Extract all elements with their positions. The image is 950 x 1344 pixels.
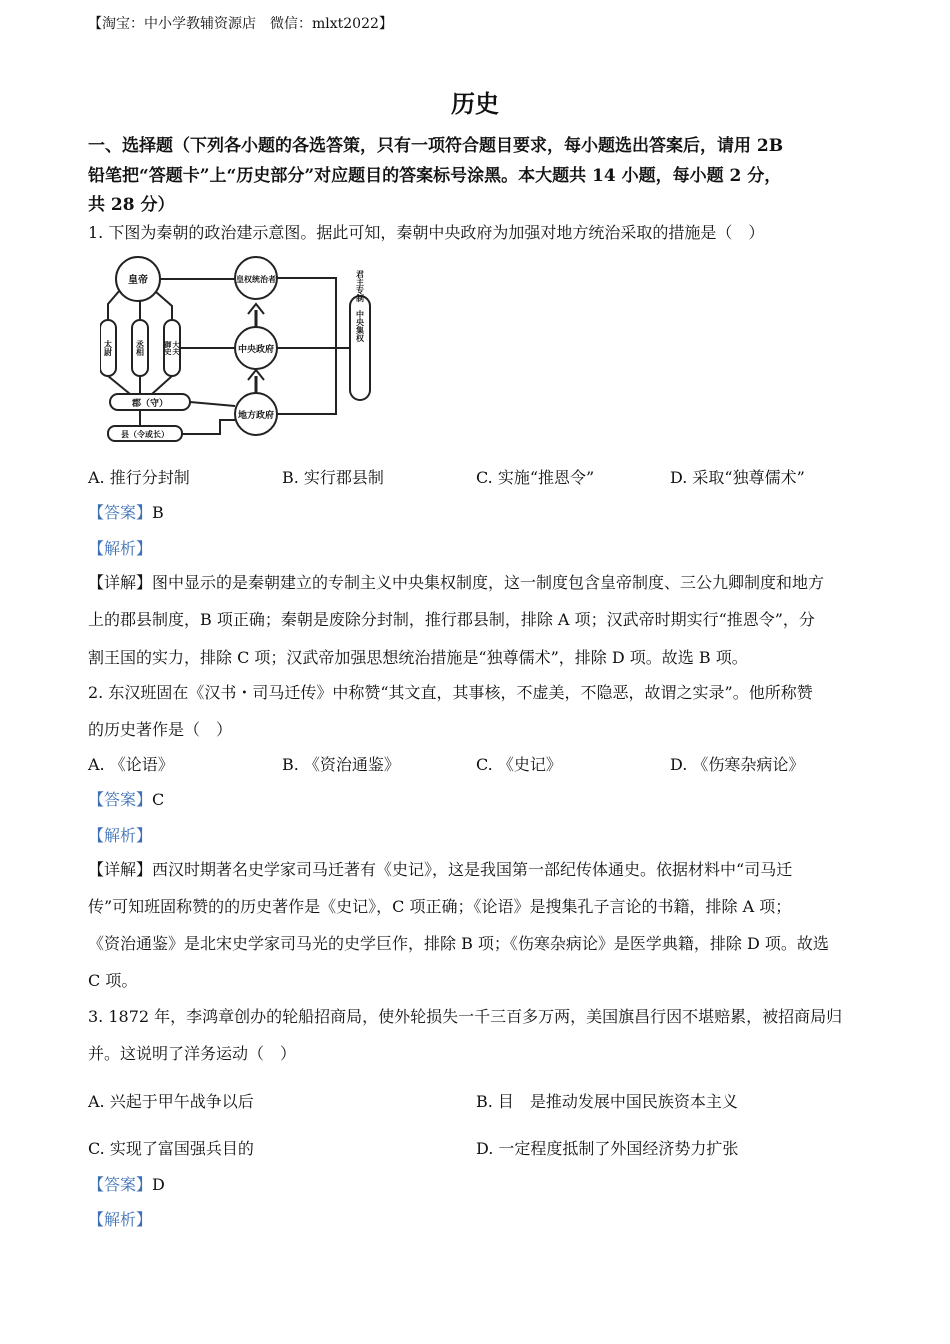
q1-option-a[interactable]: A. 推行分封制: [88, 468, 190, 487]
qin-political-system-diagram: [100, 254, 380, 446]
q3-answer: [88, 1172, 165, 1195]
answer-label: 【答案】: [88, 790, 153, 809]
q3-answer-value: D: [152, 1175, 165, 1194]
emperor-label: 皇帝: [128, 275, 148, 286]
q2-option-d[interactable]: D. 《伤寒杂病论》: [670, 755, 805, 774]
q3-option-a[interactable]: A. 兴起于甲午战争以后: [88, 1092, 254, 1111]
q2-stem-line-2: 的历史著作是（ ）: [88, 720, 233, 739]
yushi-label-1: 御史: [164, 341, 172, 355]
centralization-label: 君主专制 中央集权: [355, 270, 365, 342]
q1-option-c[interactable]: C. 实施“推恩令”: [476, 468, 595, 487]
q2-option-c[interactable]: C. 《史记》: [476, 755, 562, 774]
q1-stem: 1. 下图为秦朝的政治建示意图。据此可知，秦朝中央政府为加强对地方统治采取的措施是（ ）: [88, 223, 765, 242]
section-instruction-line-3: 共 28 分）: [88, 195, 175, 215]
q1-option-b[interactable]: B. 实行郡县制: [282, 468, 384, 487]
q2-detail-line-4: C 项。: [88, 971, 138, 990]
q2-option-b[interactable]: B. 《资治通鉴》: [282, 755, 400, 774]
q2-detail-line-1: [88, 857, 792, 880]
q3-stem-line-2: 并。这说明了洋务运动（ ）: [88, 1044, 297, 1063]
q2-option-a[interactable]: A. 《论语》: [88, 755, 174, 774]
q1-analysis-label: 【解析】: [88, 539, 153, 558]
q1-detail-line-1: [88, 570, 824, 593]
q1-option-d[interactable]: D. 采取“独尊儒术”: [670, 468, 805, 487]
q2-detail-line-2: 传”可知班固称赞的的历史著作是《史记》，C 项正确；《论语》是搜集孔子言论的书籍，排除 A 项；: [88, 897, 792, 916]
q2-answer: [88, 787, 164, 810]
section-instruction-line-2: 铅笔把“答题卡”上“历史部分”对应题目的答案标号涂黑。本大题共 14 小题，每小题 2 分，: [88, 166, 782, 186]
q2-stem-line-1: 2. 东汉班固在《汉书・司马迁传》中称赞“其文直，其事核，不虚美，不隐恶，故谓之实录”。他所称赞: [88, 683, 813, 702]
q3-stem-line-1: 3. 1872 年，李鸿章创办的轮船招商局，使外轮损失一千三百多万两，美国旗昌行因不堪赔累，被招商局归: [88, 1007, 843, 1026]
page-header: 【淘宝：中小学教辅资源店 微信：mlxt2022】: [88, 16, 393, 32]
q3-option-b[interactable]: B. 目 是推动发展中国民族资本主义: [476, 1092, 738, 1111]
q2-analysis-label: 【解析】: [88, 826, 153, 845]
page-title: 历史: [451, 89, 499, 118]
q1-answer: [88, 500, 164, 523]
zhongyang-label: 中央政府: [237, 345, 275, 355]
q2-detail-text: 西汉时期著名史学家司马迁著有《史记》，这是我国第一部纪传体通史。依据材料中“司马迁: [152, 860, 793, 879]
q3-analysis-label: 【解析】: [88, 1210, 153, 1229]
q2-detail-line-3: 《资治通鉴》是北宋史学家司马光的史学巨作，排除 B 项；《伤寒杂病论》是医学典籍，排除 D 项。故选: [88, 934, 829, 953]
jun-label: 郡（守）: [131, 399, 169, 409]
chengxiang-label: 丞相: [135, 340, 145, 356]
q1-detail-line-2: 上的郡县制度，B 项正确；秦朝是废除分封制，推行郡县制，排除 A 项；汉武帝时期实行“推恩令”，分: [88, 610, 815, 629]
taiwei-label: 太尉: [103, 340, 113, 356]
huangquan-label: 皇权统治者: [236, 275, 276, 284]
detail-label: 【详解】: [88, 860, 153, 879]
q2-answer-value: C: [152, 790, 165, 809]
q3-option-c[interactable]: C. 实现了富国强兵目的: [88, 1139, 254, 1158]
yushi-label-2: 大夫: [172, 341, 180, 355]
xian-label: 县（令或长）: [121, 430, 169, 439]
difang-label: 地方政府: [237, 411, 275, 421]
q1-detail-text: 图中显示的是秦朝建立的专制主义中央集权制度，这一制度包含皇帝制度、三公九卿制度和地方: [152, 573, 825, 592]
q1-answer-value: B: [152, 503, 164, 522]
detail-label: 【详解】: [88, 573, 153, 592]
answer-label: 【答案】: [88, 1175, 153, 1194]
q1-detail-line-3: 割王国的实力，排除 C 项；汉武帝加强思想统治措施是“独尊儒术”，排除 D 项。故选 B 项。: [88, 648, 748, 667]
section-instruction-line-1: 一、选择题（下列各小题的各选答策，只有一项符合题目要求，每小题选出答案后，请用 2B: [88, 136, 784, 156]
answer-label: 【答案】: [88, 503, 153, 522]
q3-option-d[interactable]: D. 一定程度抵制了外国经济势力扩张: [476, 1139, 739, 1158]
